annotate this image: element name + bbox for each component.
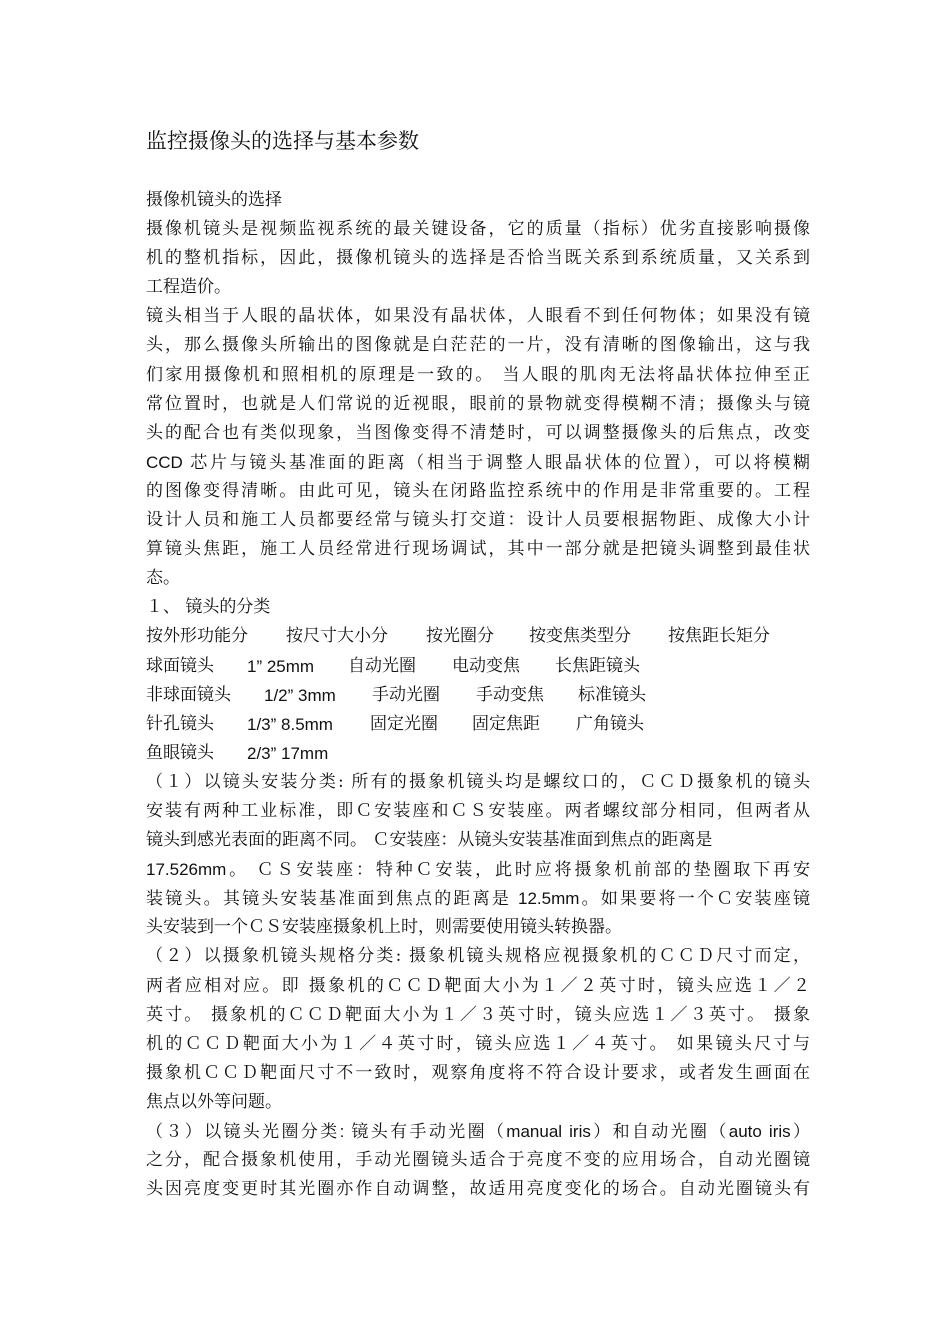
table-cell: 标准镜头 [578, 684, 646, 705]
text-line: 摄象机ＣＣＤ靶面尺寸不一致时，观察角度将不符合设计要求，或者发生画面在 [146, 1062, 810, 1083]
table-cell: 固定光圈 [370, 713, 438, 734]
text-line: 头安装到一个ＣＳ安装座摄象机上时，则需要使用镜头转换器。 [146, 917, 622, 938]
table-cell: 手动光圈 [372, 684, 440, 705]
table-cell: 针孔镜头 [146, 713, 214, 734]
text-line: 头的配合也有类似现象，当图像变得不清楚时，可以调整摄像头的后焦点，改变 [146, 422, 810, 443]
text-line: 头，那么摄像头所输出的图像就是白茫茫的一片，没有清晰的图像输出，这与我 [146, 335, 810, 356]
text-line: 装镜头。其镜头安装基准面到焦点的距离是 12.5mm。如果要将一个Ｃ安装座镜 [146, 889, 810, 909]
table-cell: 球面镜头 [146, 655, 214, 676]
text-line: CCD 芯片与镜头基准面的距离（相当于调整人眼晶状体的位置），可以将模糊 [146, 452, 810, 472]
text-line: 之分，配合摄象机使用，手动光圈镜头适合于亮度不变的应用场合，自动光圈镜 [146, 1150, 810, 1171]
text-line: 头因亮度变更时其光圈亦作自动调整，故适用亮度变化的场合。自动光圈镜头有 [146, 1179, 810, 1200]
table-cell: 按外形功能分 [146, 626, 248, 647]
paragraph-block-details [146, 768, 810, 1204]
table-cell: 1/2” 3mm [264, 685, 336, 705]
text-line: 镜头到感光表面的距离不同。 Ｃ安装座：从镜头安装基准面到焦点的距离是 [146, 830, 713, 851]
table-cell: 广角镜头 [576, 713, 644, 734]
text-line: 算镜头焦距，施工人员经常进行现场调试，其中一部分就是把镜头调整到最佳状 [146, 539, 810, 560]
table-cell: 电动变焦 [452, 655, 520, 676]
table-cell: 按尺寸大小分 [286, 626, 388, 647]
text-line: 机的整机指标，因此，摄像机镜头的选择是否恰当既关系到系统质量，又关系到 [146, 248, 810, 269]
table-header-row [146, 622, 810, 651]
text-line: 常位置时，也就是人们常说的近视眼，眼前的景物就变得模糊不清；摄像头与镜 [146, 393, 810, 414]
text-line: （３）以镜头光圈分类: 镜头有手动光圈（manual iris）和自动光圈（auto iris） [146, 1122, 810, 1141]
table-row [146, 681, 810, 710]
table-cell: 按变焦类型分 [529, 626, 631, 647]
table-cell: 自动光圈 [348, 655, 416, 676]
table-row [146, 710, 810, 739]
text-line: 镜头相当于人眼的晶状体，如果没有晶状体，人眼看不到任何物体；如果没有镜 [146, 306, 810, 327]
table-cell: 长焦距镜头 [555, 655, 640, 676]
table-cell: 固定焦距 [472, 713, 540, 734]
text-line: （２）以摄象机镜头规格分类: 摄象机镜头规格应视摄象机的ＣＣＤ尺寸而定， [146, 946, 810, 967]
table-cell: 1” 25mm [247, 656, 315, 676]
text-line: 焦点以外等问题。 [146, 1091, 282, 1112]
text-line: １、 镜头的分类 [146, 597, 271, 618]
table-cell: 按光圈分 [426, 626, 494, 647]
text-line: 工程造价。 [146, 277, 231, 298]
text-line: 英寸。 摄象机的ＣＣＤ靶面大小为１／３英寸时，镜头应选１／３英寸。 摄象 [146, 1004, 810, 1025]
table-cell: 2/3” 17mm [247, 743, 329, 763]
table-cell: 按焦距长矩分 [668, 626, 770, 647]
text-line: 17.526mm。 ＣＳ安装座：特种Ｃ安装，此时应将摄象机前部的垫圈取下再安 [146, 860, 810, 880]
text-line: 的图像变得清晰。由此可见，镜头在闭路监控系统中的作用是非常重要的。工程 [146, 480, 810, 501]
table-row [146, 739, 810, 768]
text-line: 摄像机镜头是视频监视系统的最关键设备，它的质量（指标）优劣直接影响摄像 [146, 219, 810, 240]
document-body [146, 186, 810, 1204]
table-cell: 鱼眼镜头 [146, 742, 214, 763]
table-cell: 非球面镜头 [146, 684, 231, 705]
lens-classification-table [146, 622, 810, 767]
paragraph-block-intro [146, 186, 810, 622]
table-cell: 手动变焦 [476, 684, 544, 705]
text-line: 安装有两种工业标准，即Ｃ安装座和ＣＳ安装座。两者螺纹部分相同，但两者从 [146, 800, 810, 821]
text-line: 机的ＣＣＤ靶面大小为１／４英寸时，镜头应选１／４英寸。 如果镜头尺寸与 [146, 1033, 810, 1054]
text-line: 们家用摄像机和照相机的原理是一致的。 当人眼的肌肉无法将晶状体拉伸至正 [146, 364, 810, 385]
text-line: 态。 [146, 568, 180, 589]
table-row [146, 652, 810, 681]
text-line: 两者应相对应。即 摄象机的ＣＣＤ靶面大小为１／２英寸时，镜头应选１／２ [146, 975, 810, 996]
document-title: 监控摄像头的选择与基本参数 [146, 129, 419, 153]
text-line: 摄像机镜头的选择 [146, 190, 282, 210]
text-line: （１）以镜头安装分类: 所有的摄象机镜头均是螺纹口的，ＣＣＤ摄象机的镜头 [146, 771, 810, 792]
table-cell: 1/3” 8.5mm [247, 714, 333, 734]
text-line: 设计人员和施工人员都要经常与镜头打交道：设计人员要根据物距、成像大小计 [146, 510, 810, 531]
